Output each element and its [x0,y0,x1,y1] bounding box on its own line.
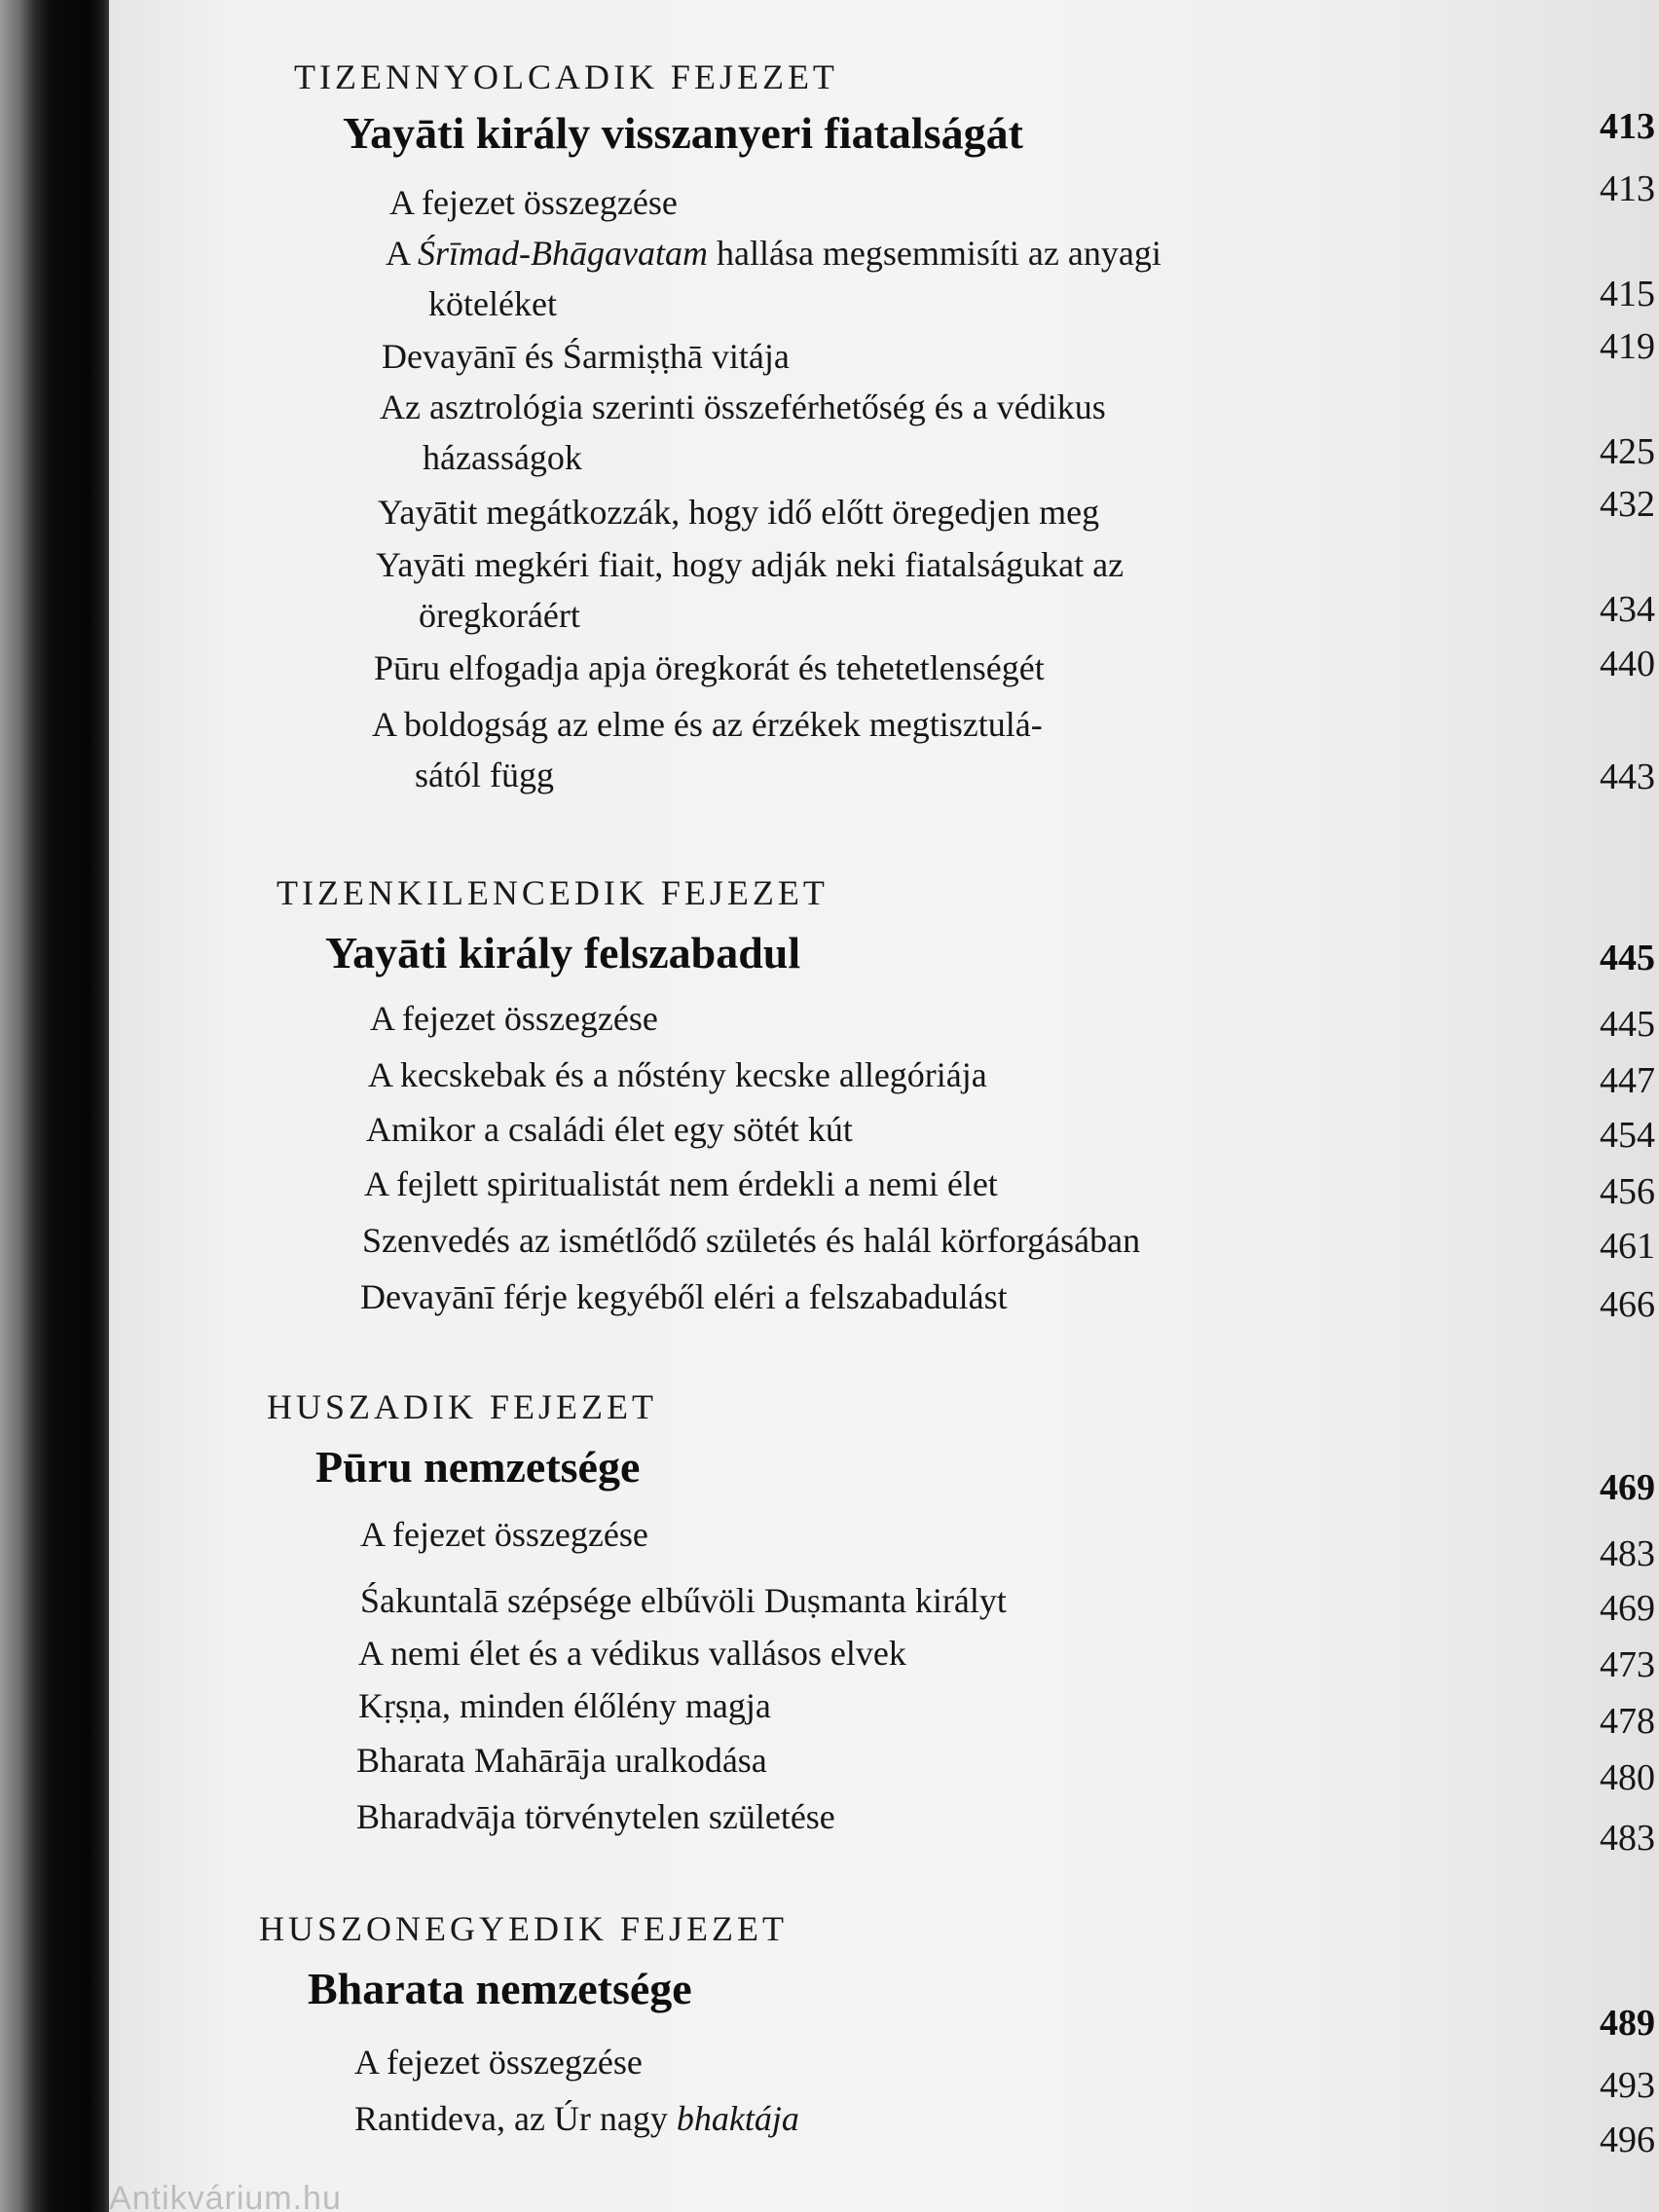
toc-entry-text [356,1791,835,1842]
entry-line: Pūru elfogadja apja öregkorát és tehetetlenségét [374,648,1045,687]
entry-line: Śakuntalā szépsége elbűvöli Duṣmanta királyt [360,1581,1007,1620]
chapter-title: Pūru nemzetsége [315,1442,641,1492]
entry-line: A nemi élet és a védikus vallásos elvek [358,1634,906,1673]
chapter-page-number: 445 [1600,938,1655,978]
chapter-page-number: 469 [1600,1467,1655,1508]
entry-line: A fejezet összegzése [370,999,658,1038]
toc-entry-page: 443 [1600,756,1655,797]
toc-entry-page: 469 [1600,1588,1655,1629]
chapter-page-number: 413 [1600,106,1655,147]
entry-line: A fejezet összegzése [354,2043,643,2082]
entry-line: Devayānī férje kegyéből eléri a felszabadulást [360,1277,1008,1316]
toc-entry-text [366,1104,853,1155]
toc-entry-text [354,2037,643,2087]
toc-entry-text [386,228,1161,329]
watermark: Antikvárium.hu [109,2180,342,2212]
toc-entry-page: 478 [1600,1701,1655,1742]
entry-line: Szenvedés az ismétlődő születés és halál körforgásában [362,1221,1141,1260]
toc-entry-text [360,1272,1008,1322]
toc-entry-text [368,1050,987,1100]
entry-continuation: öregkoráért [419,596,580,635]
toc-entry-page: 483 [1600,1818,1655,1859]
toc-entry-page: 466 [1600,1284,1655,1325]
toc-entry-text [356,1735,767,1786]
chapter-label: TIZENKILENCEDIK FEJEZET [276,873,829,912]
toc-entry-text [360,1509,648,1560]
entry-line: Yayāti megkéri fiait, hogy adják neki fiatalságukat az [376,545,1124,584]
toc-entry-page: 432 [1600,484,1655,525]
entry-line: Yayātit megátkozzák, hogy idő előtt öregedjen meg [378,493,1100,532]
book-spine [0,0,109,2212]
toc-entry-page: 480 [1600,1757,1655,1798]
toc-entry-page: 483 [1600,1533,1655,1574]
entry-continuation: házasságok [423,438,582,477]
toc-entry-page: 425 [1600,431,1655,472]
chapter-label: TIZENNYOLCADIK FEJEZET [294,57,838,96]
entry-line: Bharata Mahārāja uralkodása [356,1741,767,1780]
toc-entry-page: 413 [1600,168,1655,209]
toc-entry-page: 445 [1600,1004,1655,1045]
toc-entry-text [362,1215,1140,1266]
entry-line: Devayānī és Śarmiṣṭhā vitája [382,337,790,376]
entry-line: A boldogság az elme és az érzékek megtisztulá- [372,705,1043,744]
toc-entry-page: 493 [1600,2065,1655,2106]
toc-entry-page: 473 [1600,1644,1655,1685]
toc-entry-text [376,539,1124,641]
toc-entry-page: 415 [1600,274,1655,314]
entry-text-part: A [386,234,419,273]
toc-entry-page: 456 [1600,1171,1655,1212]
toc-entry-text [382,331,790,382]
chapter-label: HUSZONEGYEDIK FEJEZET [259,1909,788,1948]
toc-entry-page: 496 [1600,2120,1655,2160]
chapter-title: Yayāti király felszabadul [325,928,801,977]
toc-entry-text [358,1680,771,1731]
toc-entry-text [370,993,658,1044]
chapter-title: Bharata nemzetsége [308,1964,692,2013]
toc-entry-text [374,643,1045,693]
toc-entry-page: 440 [1600,644,1655,684]
entry-continuation: köteléket [428,284,557,323]
entry-continuation: sától függ [415,756,554,794]
toc-entry-text [354,2093,799,2144]
toc-entry-text [360,1575,1007,1626]
entry-text-part: Rantideva, az Úr nagy [354,2099,677,2138]
toc-entry-page: 461 [1600,1226,1655,1267]
toc-entry-page: 447 [1600,1060,1655,1101]
toc-entry-text [389,177,678,228]
toc-entry-page: 434 [1600,589,1655,630]
entry-line: Amikor a családi élet egy sötét kút [366,1110,853,1149]
chapter-page-number: 489 [1600,2003,1655,2044]
toc-entry-text [378,487,1099,537]
chapter-title: Yayāti király visszanyeri fiatalságát [343,108,1023,158]
entry-line: A fejezet összegzése [360,1515,648,1554]
chapter-label: HUSZADIK FEJEZET [267,1387,657,1426]
entry-line: A fejlett spiritualistát nem érdekli a nemi élet [364,1164,998,1203]
toc-entry-page: 454 [1600,1115,1655,1156]
toc-entry-text [358,1628,906,1678]
entry-line: A fejezet összegzése [389,183,678,222]
toc-entry-text [364,1159,998,1209]
book-page [109,0,1659,2212]
entry-line: Kṛṣṇa, minden élőlény magja [358,1686,771,1725]
toc-entry-text [372,699,1043,800]
toc-entry-text [380,382,1106,483]
toc-entry-page: 419 [1600,326,1655,367]
entry-text-italic: Śrīmad-Bhāgavatam [418,234,708,273]
entry-text-italic: bhaktája [676,2099,799,2138]
entry-line: A kecskebak és a nőstény kecske allegóriája [368,1055,987,1094]
entry-line: Bharadvāja törvénytelen születése [356,1797,835,1836]
entry-text-part: hallása megsemmisíti az anyagi [707,234,1161,273]
entry-line: Az asztrológia szerinti összeférhetőség és a védikus [380,387,1106,426]
